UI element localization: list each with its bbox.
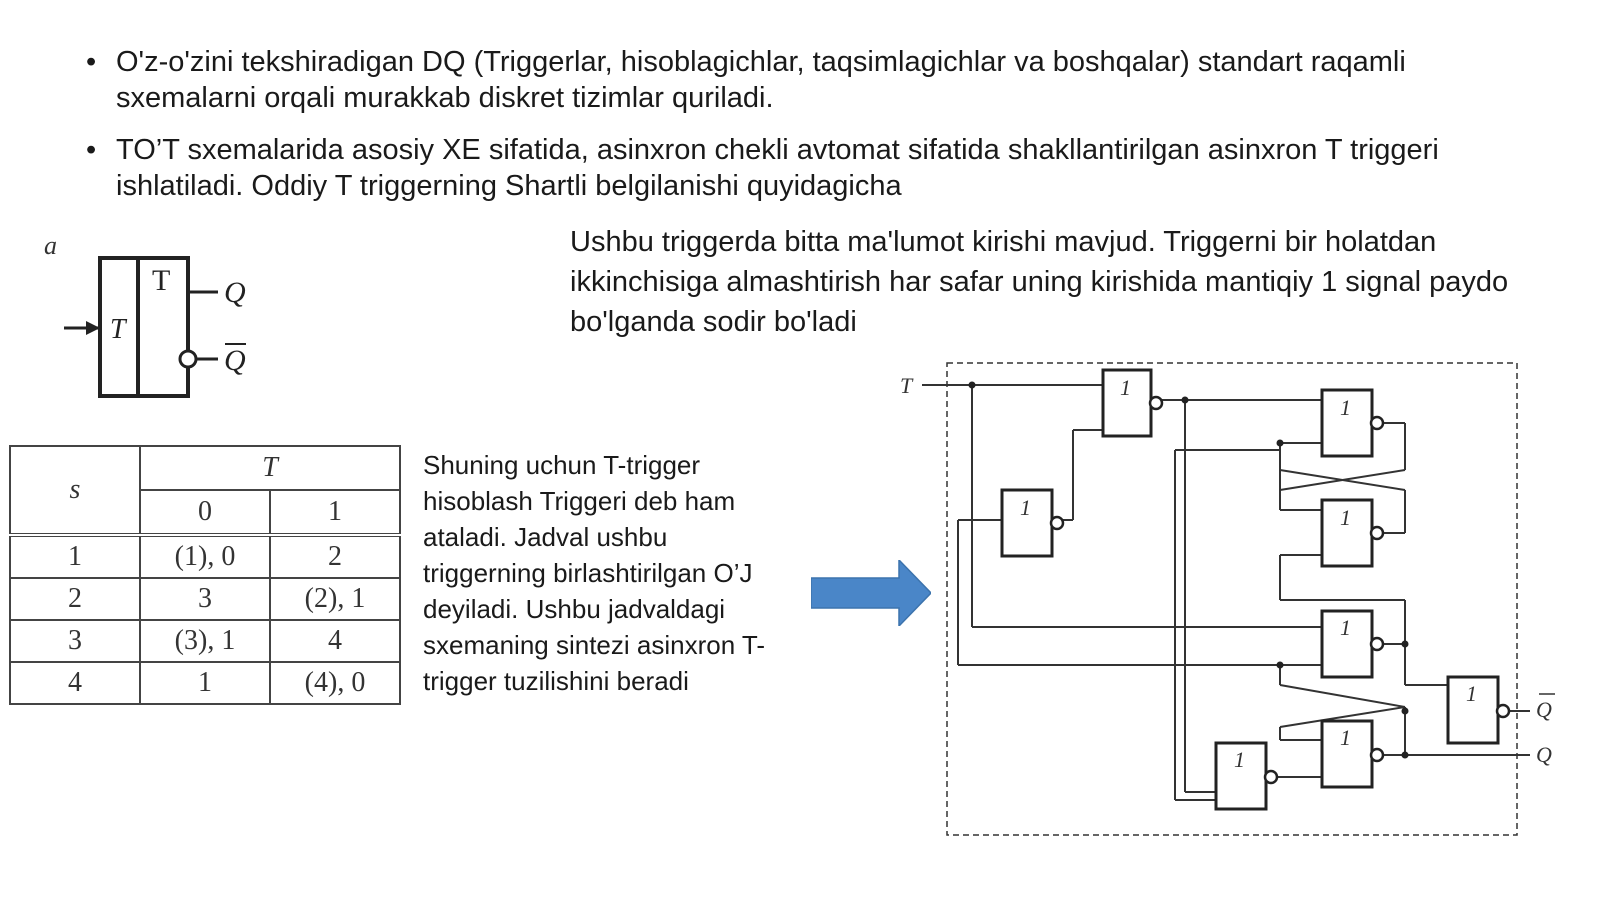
box-label: T: [152, 264, 171, 297]
input-label: T: [110, 314, 126, 345]
gate-label: 1: [1340, 615, 1351, 640]
output-q-label: Q: [224, 276, 246, 309]
table-cell: 4: [10, 662, 140, 704]
figure-letter: a: [44, 231, 57, 260]
table-cell: 4: [270, 620, 400, 662]
circuit-input-label: T: [900, 373, 913, 398]
table-cell: 1: [140, 662, 270, 704]
bullet-item: [86, 44, 1516, 116]
column-header: 0: [140, 490, 270, 535]
table-row: [10, 578, 400, 620]
output-qbar-label: Q: [224, 344, 246, 377]
table-cell: 3: [140, 578, 270, 620]
gate-label: 1: [1340, 505, 1351, 530]
bullet-text: TO’T sxemalarida asosiy XE sifatida, asinxron chekli avtomat sifatida shakllantirilgan asinxron T triggeri ishlatiladi. Oddiy T triggerning Shartli belgilanishi quyidagicha: [116, 134, 1439, 202]
table-cell: 3: [10, 620, 140, 662]
table-cell: (3), 1: [140, 620, 270, 662]
table-cell: (1), 0: [140, 535, 270, 578]
state-table: [9, 445, 401, 705]
gate-label: 1: [1120, 375, 1131, 400]
gate-label: 1: [1234, 747, 1245, 772]
bullet-dot: •: [86, 46, 97, 78]
circuit-output-qbar: Q: [1536, 697, 1552, 722]
bullet-dot: •: [86, 134, 97, 166]
gate-label: 1: [1340, 725, 1351, 750]
table-row: [10, 620, 400, 662]
table-cell: (4), 0: [270, 662, 400, 704]
table-cell: 2: [270, 535, 400, 578]
bullet-list: [86, 44, 1516, 220]
circuit-output-q: Q: [1536, 742, 1552, 767]
gate-label: 1: [1340, 395, 1351, 420]
table-cell: 2: [10, 578, 140, 620]
bullet-item: [86, 132, 1516, 204]
description-paragraph: Ushbu triggerda bitta ma'lumot kirishi mavjud. Triggerni bir holatdan ikkinchisiga almashtirish har safar uning kirishida mantiqiy 1 signal paydo bo'lganda sodir bo'ladi: [570, 226, 1509, 338]
column-header: 1: [270, 490, 400, 535]
row-header: s: [10, 446, 140, 535]
column-group-header: T: [140, 446, 400, 490]
table-cell: (2), 1: [270, 578, 400, 620]
gate-label: 1: [1020, 495, 1031, 520]
table-cell: 1: [10, 535, 140, 578]
bullet-text: O'z-o'zini tekshiradigan DQ (Triggerlar, hisoblagichlar, taqsimlagichlar va boshqalar) standart raqamli sxemalarni orqali murakkab diskret tizimlar quriladi.: [116, 46, 1406, 114]
gate-label: 1: [1466, 681, 1477, 706]
table-row: [10, 535, 400, 578]
explanation-paragraph: Shuning uchun T-trigger hisoblash Triggeri deb ham ataladi. Jadval ushbu triggerning birlashtirilgan O’J deyiladi. Ushbu jadvaldagi sxemaning sintezi asinxron T-trigger tuzilishini beradi: [423, 450, 766, 696]
table-row: [10, 662, 400, 704]
logic-circuit: [880, 355, 1580, 845]
t-trigger-symbol: [38, 230, 268, 410]
